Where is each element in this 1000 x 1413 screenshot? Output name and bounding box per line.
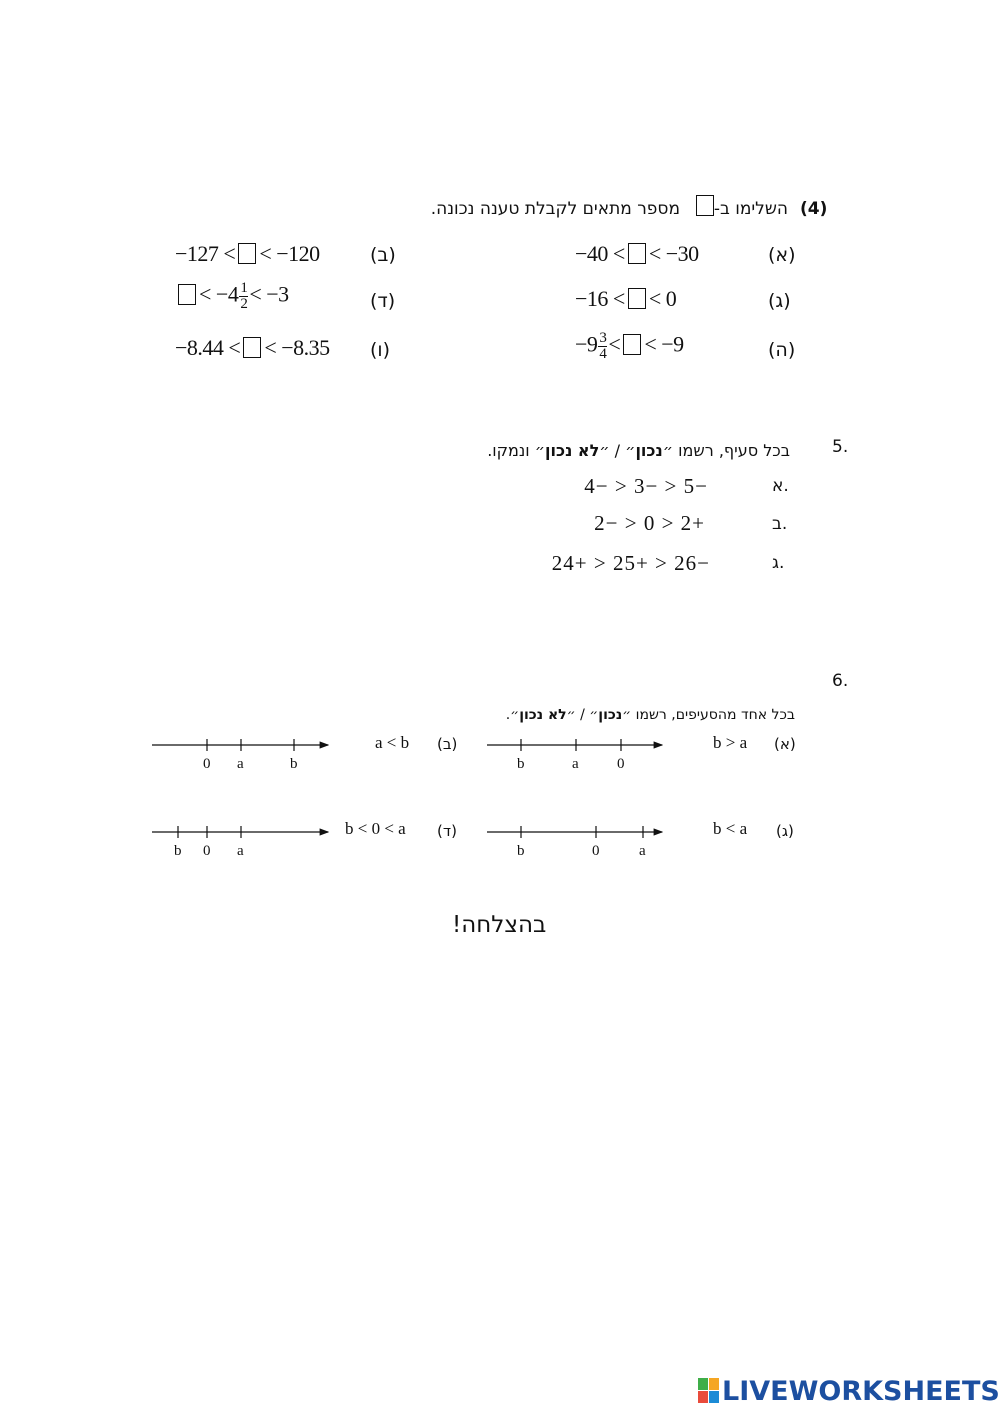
number-line-d: [152, 826, 328, 838]
q6-label-g: (ג): [776, 822, 794, 840]
q6-number: 6.: [832, 671, 849, 691]
nl-g-point-1: b: [517, 843, 525, 859]
q6-statement-b: a < b: [375, 733, 410, 752]
q4-expr-a-right: < −30: [648, 241, 699, 266]
q5-instruction: בכל סעיף, רשמו ״נכון״ / ״לא נכון״ ונמקו.: [487, 441, 790, 460]
q5-label-a: א.: [772, 476, 789, 496]
closing-text: בהצלחה!: [452, 912, 547, 938]
q6-statement-g: b < a: [713, 819, 748, 838]
nl-a-point-1: b: [517, 756, 525, 772]
nl-d-point-3: a: [237, 843, 244, 859]
number-line-a: [487, 739, 662, 751]
q4-expr-h-fraction: $\frac{3}{4}$: [599, 330, 607, 362]
q4-expr-d-right-b: < −3: [249, 281, 289, 307]
q4-label-v: (ו): [370, 339, 391, 361]
q4-expr-a-left: −40 <: [575, 241, 625, 266]
q4-instruction-b: מספר מתאים לקבלת טענה נכונה.: [430, 199, 680, 219]
nl-d-point-1: b: [174, 843, 182, 859]
nl-d-point-2: 0: [203, 843, 211, 859]
q5-label-b: ב.: [772, 514, 788, 534]
q5-expr-b: +2 < 0 < −2: [594, 511, 705, 535]
q6-label-d: (ד): [437, 822, 457, 840]
q4-expr-g-right: < 0: [648, 286, 677, 311]
nl-g-point-3: a: [639, 843, 646, 859]
q4-expr-b-right: < −120: [259, 241, 320, 266]
nl-a-point-2: a: [572, 756, 579, 772]
q4-number: (4): [800, 199, 828, 219]
q4-expr-h-left-b: <: [608, 331, 621, 357]
nl-b-point-3: b: [290, 756, 298, 772]
nl-b-point-2: a: [237, 756, 244, 772]
q4-expr-b-left: −127 <: [175, 241, 236, 266]
q5-expr-a: −5 < −3 < −4: [584, 474, 708, 498]
q5-correct-word: נכון: [635, 441, 663, 460]
q4-expr-h-right: < −9: [644, 331, 684, 357]
q6-incorrect-word: לא נכון: [519, 707, 567, 723]
q6-statement-a: b > a: [713, 733, 748, 752]
q6-label-b: (ב): [437, 735, 458, 753]
q4-label-a: (א): [768, 244, 796, 266]
q4-expr-d-fraction: $\frac{1}{2}$: [240, 280, 248, 312]
q4-expr-v-left: −8.44 <: [175, 335, 241, 360]
q5-expr-g: −26 < +25 < +24: [551, 551, 710, 575]
q6-correct-word: נכון: [598, 707, 623, 723]
q5-label-g: ג.: [772, 553, 785, 573]
q4-expr-d-right-a: < −4: [199, 281, 239, 307]
q4-expr-g-left: −16 <: [575, 286, 625, 311]
q4-expr-v-right: < −8.35: [264, 335, 330, 360]
liveworksheets-logo-icon: [698, 1378, 720, 1408]
number-line-g: [487, 826, 662, 838]
nl-b-point-1: 0: [203, 756, 211, 772]
q4-instruction-a: השלימו ב-: [713, 199, 788, 219]
nl-a-point-3: 0: [617, 756, 625, 772]
q4-label-b: (ב): [370, 244, 396, 266]
q5-incorrect-word: לא נכון: [545, 441, 600, 460]
nl-g-point-2: 0: [592, 843, 600, 859]
q4-label-g: (ג): [768, 290, 791, 312]
q5-number: 5.: [832, 437, 849, 457]
q4-label-h: (ה): [768, 339, 796, 361]
q6-instruction: בכל אחד מהסעיפים, רשמו ״נכון״ / ״לא נכון״.: [505, 707, 795, 723]
q4-expr-h-left-a: −9: [575, 331, 598, 357]
number-line-b: [152, 739, 328, 751]
q6-statement-d: b < 0 < a: [345, 819, 406, 838]
q4-label-d: (ד): [370, 290, 396, 312]
brand-name: LIVEWORKSHEETS: [722, 1376, 1000, 1407]
q6-label-a: (א): [774, 735, 796, 753]
